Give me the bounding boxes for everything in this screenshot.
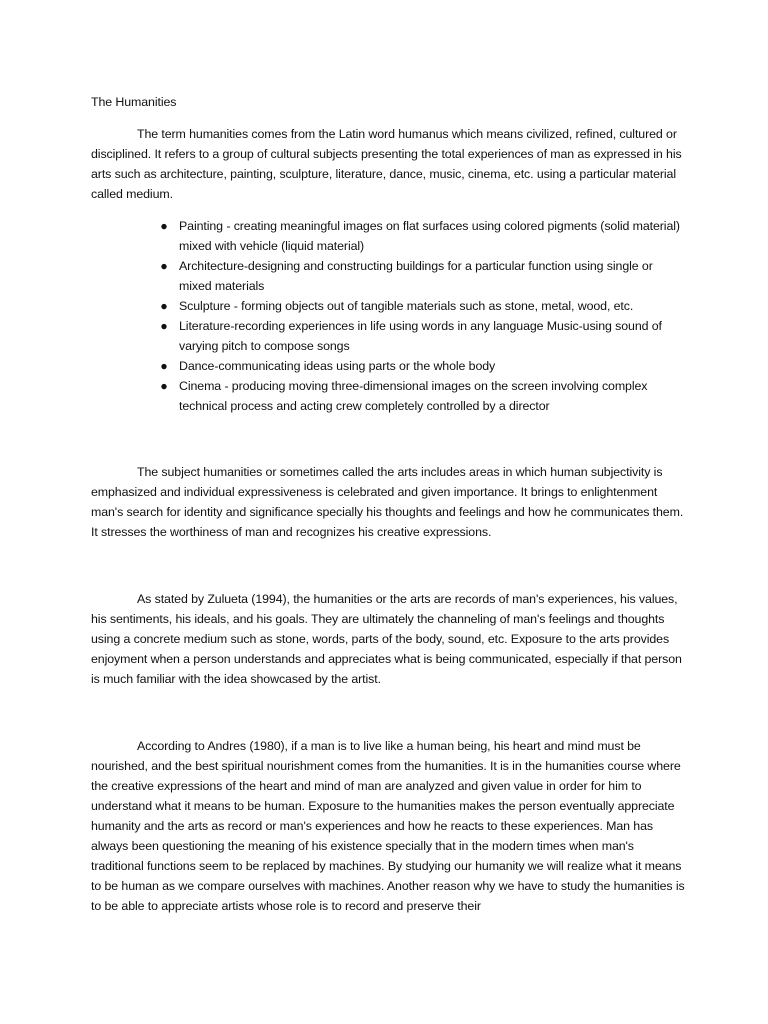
list-item: [91, 356, 686, 376]
list-item: [91, 256, 686, 296]
bullet-icon: ●: [160, 299, 168, 313]
list-item-text: Cinema - producing moving three-dimensional images on the screen involving complex technical process and acting crew completely controlled by a director: [179, 379, 648, 413]
bullet-icon: ●: [160, 219, 168, 233]
list-item: [91, 376, 686, 416]
list-item-text: Painting - creating meaningful images on flat surfaces using colored pigments (solid material) mixed with vehicle (liquid material): [179, 219, 680, 253]
list-item: [91, 216, 686, 256]
body-paragraph: The subject humanities or sometimes called the arts includes areas in which human subjectivity is emphasized and individual expressiveness is celebrated and given importance. It brings to enlightenment man's search for identity and significance specially his thoughts and feelings and how he communicates them. It stresses the worthiness of man and recognizes his creative expressions.: [91, 465, 684, 539]
list-item-text: Architecture-designing and constructing buildings for a particular function using single or mixed materials: [179, 259, 653, 293]
bullet-icon: ●: [160, 319, 168, 333]
list-item-text: Sculpture - forming objects out of tangible materials such as stone, metal, wood, etc.: [179, 299, 634, 313]
document-title: The Humanities: [91, 95, 177, 109]
body-paragraph: As stated by Zulueta (1994), the humanities or the arts are records of man's experiences, his values, his sentiments, his ideals, and his goals. They are ultimately the channeling of man's feelings and thoughts using a concrete medium such as stone, words, parts of the body, sound, etc. Exposure to the arts provides enjoyment when a person understands and appreciates what is being communicated, especially if that person is much familiar with the idea showcased by the artist.: [91, 592, 682, 686]
spacer: [91, 689, 686, 736]
body-paragraph: According to Andres (1980), if a man is to live like a human being, his heart and mind must be nourished, and the best spiritual nourishment comes from the humanities. It is in the humanities course where the creative expressions of the heart and mind of man are analyzed and given value in order for him to understand what it means to be human. Exposure to the humanities makes the person eventually appreciate humanity and the arts as record or man's experiences and how he reacts to these experiences. Man has always been questioning the meaning of his existence specially that in the modern times when man's traditional functions seem to be replaced by machines. By studying our humanity we will realize what it means to be human as we compare ourselves with machines. Another reason why we have to study the humanities is to be able to appreciate artists whose role is to record and preserve their: [91, 739, 685, 913]
list-item-text: Dance-communicating ideas using parts or the whole body: [179, 359, 496, 373]
bullet-icon: ●: [160, 259, 168, 273]
document-body: [91, 92, 686, 916]
bullet-icon: ●: [160, 379, 168, 393]
list-item: [91, 316, 686, 356]
intro-paragraph: The term humanities comes from the Latin word humanus which means civilized, refined, cultured or disciplined. It refers to a group of cultural subjects presenting the total experiences of man as expressed in his arts such as architecture, painting, sculpture, literature, dance, music, cinema, etc. using a particular material called medium.: [91, 127, 682, 201]
bullet-icon: ●: [160, 359, 168, 373]
spacer: [91, 416, 686, 462]
spacer: [91, 542, 686, 589]
list-item-text: Literature-recording experiences in life using words in any language Music-using sound of varying pitch to compose songs: [179, 319, 662, 353]
list-item: [91, 296, 686, 316]
art-forms-list: [91, 216, 686, 416]
